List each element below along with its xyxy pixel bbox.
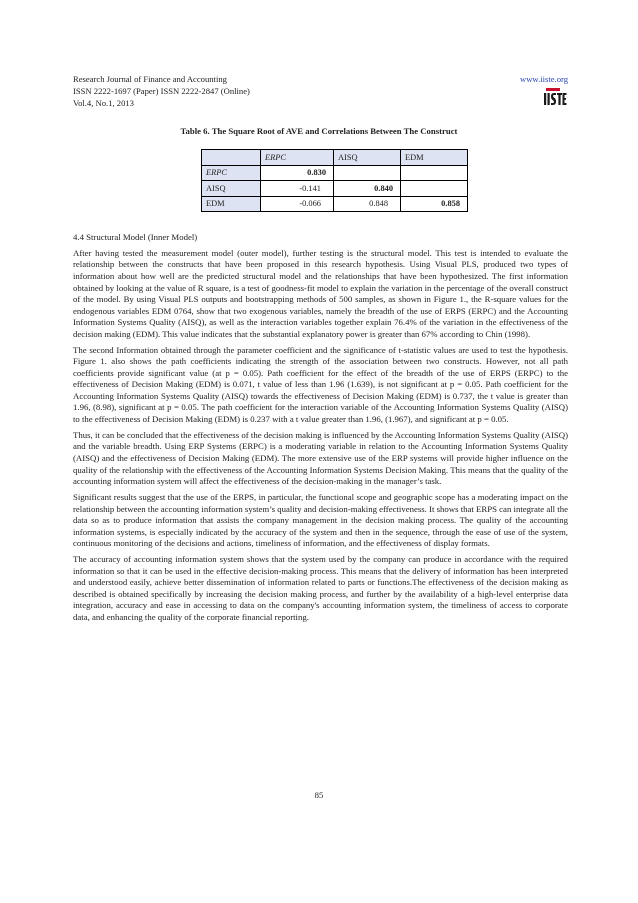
page-header (73, 73, 568, 110)
row-label: EDM (202, 196, 261, 212)
iiste-logo (543, 88, 567, 106)
journal-title: Research Journal of Finance and Accounting (73, 74, 227, 84)
journal-volume: Vol.4, No.1, 2013 (73, 98, 134, 109)
table-cell: -0.141 (261, 181, 334, 197)
table-header-row (202, 150, 468, 166)
body-paragraph: The accuracy of accounting information system shows that the system used by the company can produce in accordance with the required information so that it can be used in the effective decision-making process. This means that the delivery of information has been interpreted and understood easily, achieve better dissemination of information related to parts or functions.The effectiveness of the decision making as described is obtained specifically by increasing the decision making process, and further by the availability of a high-level enterprise data integration, accuracy and ease in accessing to data on the company's accounting information system, the timeliness of access to corporate data, and enhancing the quality of the corporate financial reporting. (73, 554, 568, 622)
body-paragraph: After having tested the measurement model (outer model), further testing is the structural model. This test is intended to evaluate the relationship between the constructs that have been proposed in this research hypothesis. Using Visual PLS, produced two types of information about how well are the predicted structural model and the relationships that have been hypothesized. The first information obtained by looking at the value of R square, is a test of goodness-fit model to explain the variation in the percentage of the overall construct of the model. By using Visual PLS outputs and bootstrapping methods of 500 samples, as shown in Figure 1., the R-square values for the endogenous variables EDM 0764, show that two exogenous variables, namely the breadth of the use of ERPS (ERPC) and the Accounting Information Systems Quality (AISQ), as well as the interaction variables together explain 76.4% of the variation in the effectiveness of the decision making (EDM). This value indicates that the substantial explanatory power is greater than 67% according to Chin (1998). (73, 247, 568, 339)
table-header-cell (202, 150, 261, 166)
article-body (73, 232, 568, 628)
table-cell (401, 181, 468, 197)
table-cell: -0.066 (261, 196, 334, 212)
table-row (202, 165, 468, 181)
body-paragraph: Significant results suggest that the use of the ERPS, in particular, the functional scope and geographic scope has a moderating impact on the relationship between the accounting information system’s quality and decision-making effectiveness. It shows that ERPS can integrate all the data so as to produce information that assists the company management in the decision making process. The quality of the accounting information systems, is especially indicated by the accuracy of the system and then in the sequence, through the ease of use of the system, continuous monitoring of the decisions and actions, timeliness of information, and the effectiveness of display formats. (73, 492, 568, 549)
table-header-cell: ERPC (261, 150, 334, 166)
table-cell: 0.830 (261, 165, 334, 181)
body-paragraph: Thus, it can be concluded that the effectiveness of the decision making is influenced by the Accounting Information Systems Quality (AISQ) and the variable breadth. Using ERP Systems (ERPC) is a moderating variable in relation to the Accounting Information Systems Quality (AISQ) and the effectiveness of Decision Making (EDM). The more extensive use of the ERP systems will provide higher influence on the quality of the relationship with the effectiveness of the Accounting Information Systems Decision Making. This means that the quality of the accounting information system will affect the effectiveness of the decision-making in the manager’s task. (73, 429, 568, 487)
table-row (202, 196, 468, 212)
table-row (202, 181, 468, 197)
row-label: ERPC (202, 165, 261, 181)
table-cell: 0.848 (334, 196, 401, 212)
correlation-table (201, 149, 468, 212)
table-cell (401, 165, 468, 181)
page-number: 85 (314, 790, 324, 800)
body-paragraph: The second Information obtained through the parameter coefficient and the significance of t-statistic values are used to test the hypothesis. Figure 1. also shows the path coefficients indicating the strength of the association between two constructs. However, not all path coefficients provide significant value (at p = 0.05). Path coefficient for the effect of the breadth of the use of ERPS (ERPC) to the effectiveness of Decision Making (EDM) is 0.071, t value of less than 1.96 (1.639), is not significant at p = 0.05. Path coefficient for the Accounting Information Systems Quality (AISQ) towards the effectiveness of Decision Making (EDM) is 0.737, the t value is greater than 1.96, (8.98), significant at p = 0.05. The path coefficient for the interaction variable of the Accounting Information Systems Quality (AISQ) to the effectiveness of Decision Making (EDM) is 0.237 with a t value greater than 1.96, (1.967), and significant at p = 0.05. (73, 344, 568, 424)
table-cell (334, 165, 401, 181)
table-cell: 0.858 (401, 196, 468, 212)
journal-issn: ISSN 2222-1697 (Paper) ISSN 2222-2847 (Online) (73, 86, 250, 97)
table-cell: 0.840 (334, 181, 401, 197)
row-label: AISQ (202, 181, 261, 197)
section-heading: 4.4 Structural Model (Inner Model) (73, 232, 198, 242)
table-title: Table 6. The Square Root of AVE and Correlations Between The Construct (180, 126, 458, 136)
table-header-cell: AISQ (334, 150, 401, 166)
journal-url-link[interactable]: www.iiste.org (520, 74, 568, 84)
table-header-cell: EDM (401, 150, 468, 166)
